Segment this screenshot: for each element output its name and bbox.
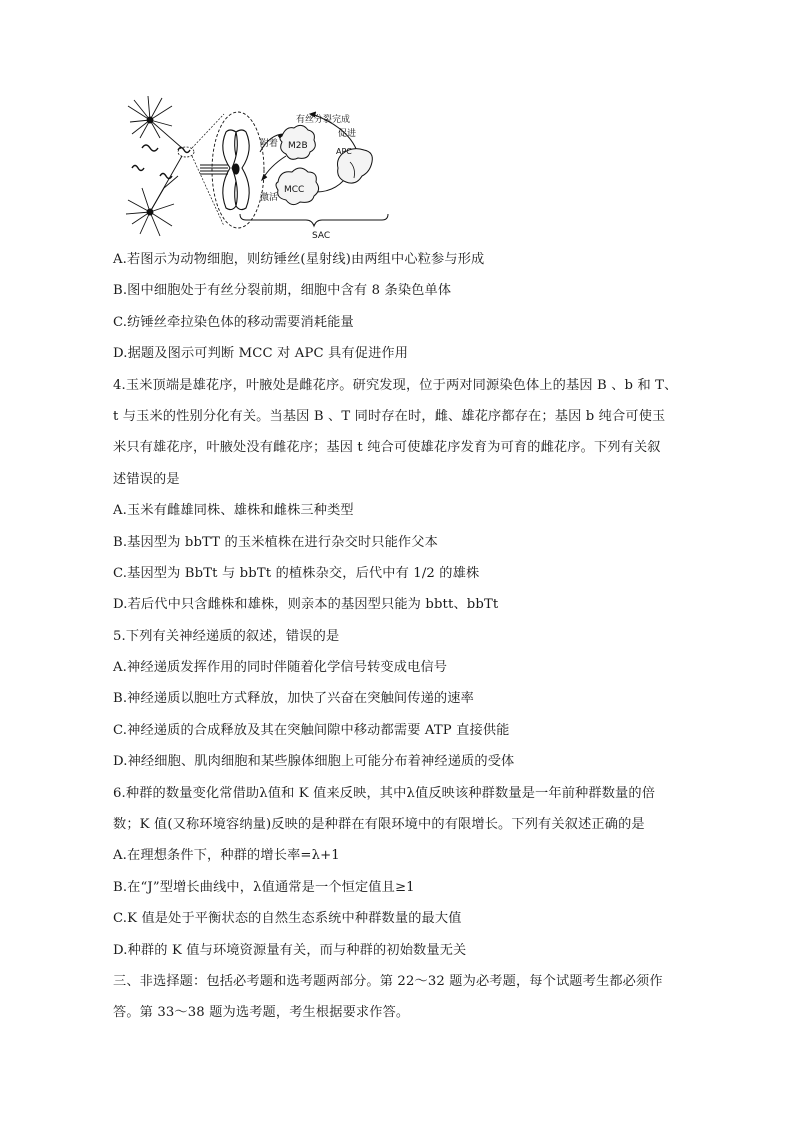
spindle-assembly-checkpoint-figure <box>120 92 400 242</box>
figure-svg <box>120 92 400 242</box>
spindle-fiber-lines <box>200 165 228 174</box>
mitosis-done-label: 有丝分裂完成 <box>296 115 351 125</box>
text-line: B.在“J”型增长曲线中，λ值通常是一个恒定值且≥1 <box>113 879 415 895</box>
section-three-heading: 三、非选择题：包括必考题和选考题两部分。第 22～32 题为必考题，每个试题考生都必须作 <box>113 973 663 989</box>
apc-complex-icon <box>336 147 372 183</box>
sac-label: SAC <box>312 231 331 241</box>
question-5-stem: 5.下列有关神经递质的叙述，错误的是 <box>113 628 340 644</box>
mcc-label: MCC <box>284 185 305 195</box>
chromosome-icons <box>132 145 190 179</box>
text-line: C.神经递质的合成释放及其在突触间隙中移动都需要 ATP 直接供能 <box>113 722 510 738</box>
text-line: 答。第 33～38 题为选考题，考生根据要求作答。 <box>113 1005 410 1021</box>
m2b-protein-icon <box>280 125 315 159</box>
magnified-chromosome-icon <box>223 130 249 210</box>
lower-pole-icon <box>126 156 182 236</box>
m2b-label: M2B <box>288 141 308 151</box>
text-line: t 与玉米的性别分化有关。当基因 B 、T 同时存在时，雌、雄花序都存在；基因 b 纯合可使玉 <box>113 408 666 424</box>
text-line: C.纺锤丝牵拉染色体的移动需要消耗能量 <box>113 314 354 330</box>
cell-with-spindle-icon <box>128 96 182 148</box>
text-line: 数；K 值(又称环境容纳量)反映的是种群在有限环境中的有限增长。下列有关叙述正确的是 <box>113 817 645 833</box>
text-line: 述错误的是 <box>113 471 180 487</box>
question-6-stem: 6.种群的数量变化常借助λ值和 K 值来反映，其中λ值反映该种群数量是一年前种群数量的倍 <box>113 785 656 801</box>
text-line: C.K 值是处于平衡状态的自然生态系统中种群数量的最大值 <box>113 911 462 927</box>
text-line: B.图中细胞处于有丝分裂前期，细胞中含有 8 条染色单体 <box>113 283 452 299</box>
text-line: A.在理想条件下，种群的增长率=λ+1 <box>113 848 340 864</box>
text-line: A.若图示为动物细胞，则纺锤丝(星射线)由两组中心粒参与形成 <box>113 252 485 267</box>
question-4-stem: 4.玉米顶端是雄花序，叶腋处是雌花序。研究发现，位于两对同源染色体上的基因 B 、b 和 T、 <box>113 377 678 393</box>
text-line: D.据题及图示可判断 MCC 对 APC 具有促进作用 <box>113 346 409 362</box>
promote-label: 促进 <box>338 129 357 139</box>
text-line: A.神经递质发挥作用的同时伴随着化学信号转变成电信号 <box>113 660 448 676</box>
text-line: C.基因型为 BbTt 与 bbTt 的植株杂交，后代中有 1/2 的雄株 <box>113 565 480 581</box>
text-line: B.神经递质以胞吐方式释放，加快了兴奋在突触间传递的速率 <box>113 691 474 707</box>
text-line: A.玉米有雌雄同株、雄株和雌株三种类型 <box>113 503 354 519</box>
activate-label: 激活 <box>260 193 279 203</box>
text-line: 米只有雄花序，叶腋处没有雌花序；基因 t 纯合可使雄花序发育为可育的雌花序。下列有关叙 <box>113 440 661 456</box>
question-text-block <box>113 244 695 1029</box>
text-line: B.基因型为 bbTT 的玉米植株在进行杂交时只能作父本 <box>113 534 438 550</box>
text-line: D.若后代中只含雌株和雄株，则亲本的基因型只能为 bbtt、bbTt <box>113 597 499 613</box>
attach-label: 附着 <box>260 139 279 149</box>
apc-label: APC <box>336 147 352 156</box>
text-line: D.神经细胞、肌肉细胞和某些腺体细胞上可能分布着神经递质的受体 <box>113 754 515 770</box>
mcc-complex-icon <box>276 168 319 205</box>
text-line: D.种群的 K 值与环境资源量有关，而与种群的初始数量无关 <box>113 942 467 958</box>
sac-brace <box>240 214 388 226</box>
